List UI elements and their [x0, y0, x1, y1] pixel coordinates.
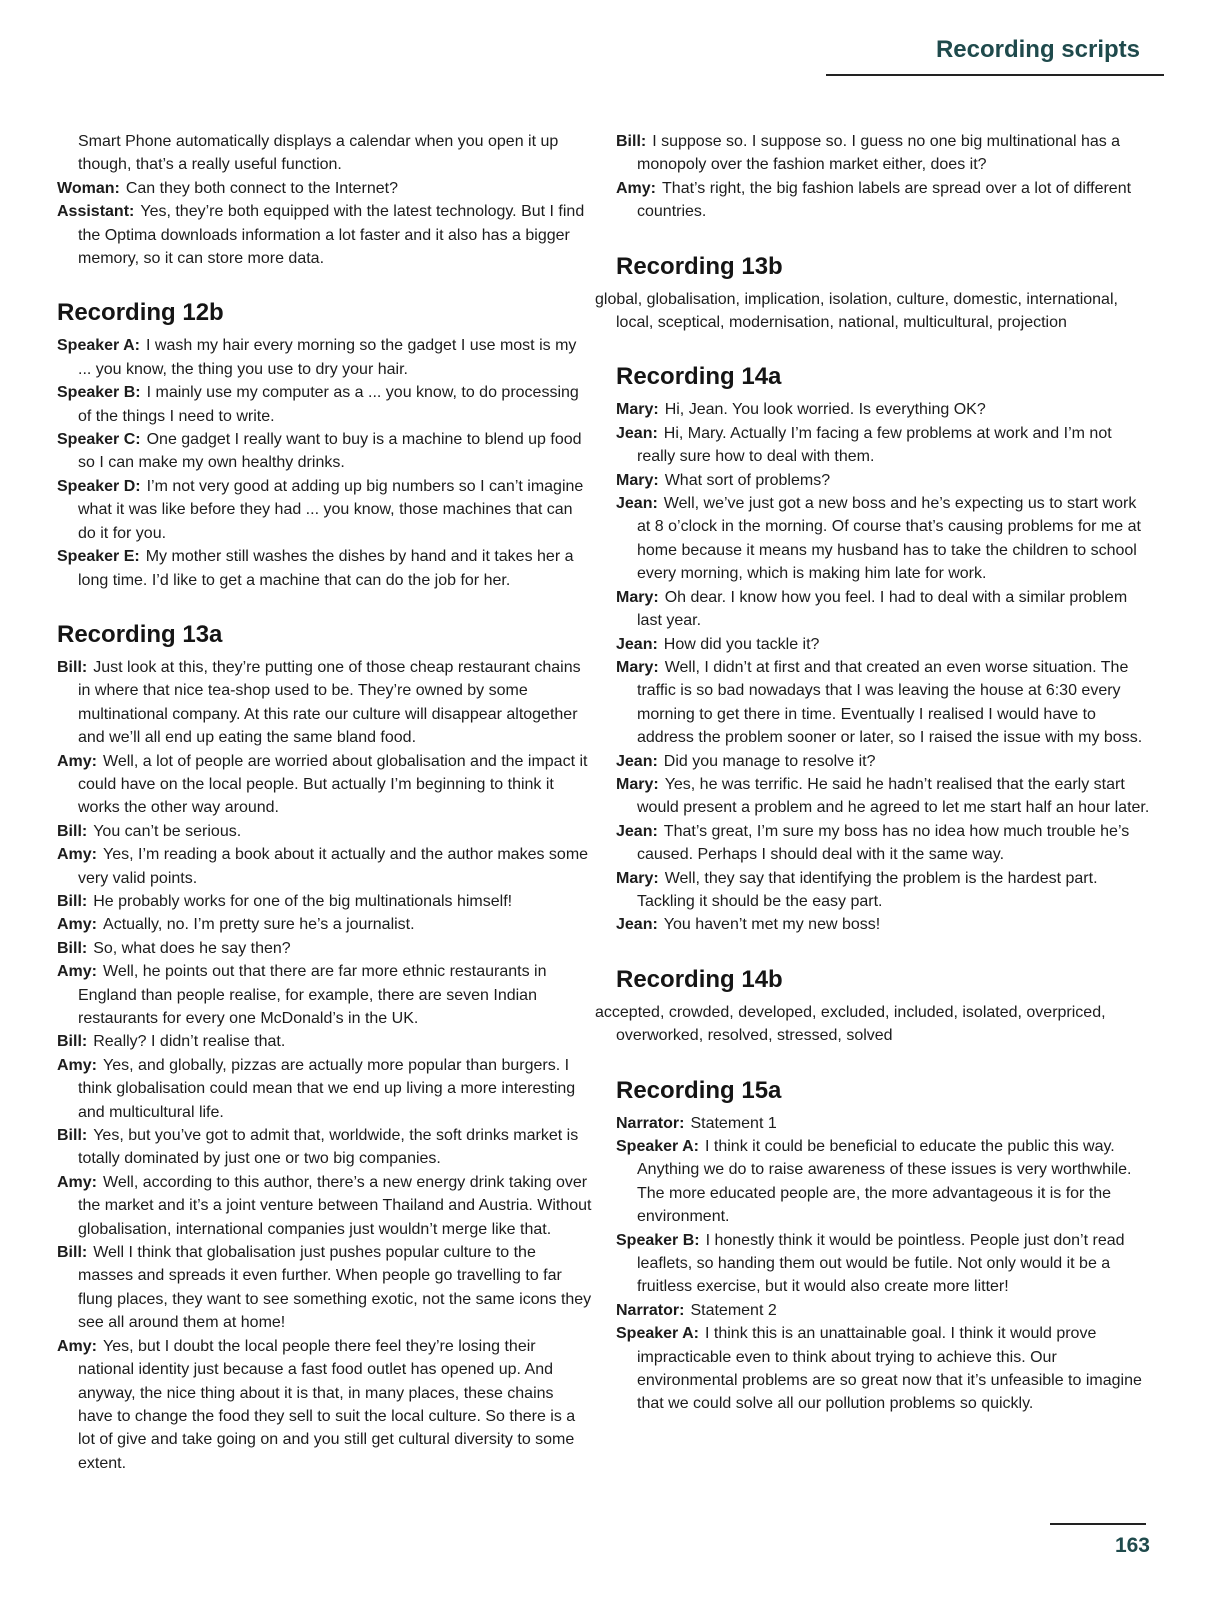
speaker-label: Bill: [57, 939, 88, 957]
dialogue-line [616, 773, 1151, 820]
header-rule [826, 74, 1164, 76]
speaker-label: Amy: [57, 752, 98, 770]
line-text: He probably works for one of the big multinationals himself! [93, 892, 513, 910]
section-heading: Recording 14b [616, 965, 783, 993]
line-text: global, globalisation, implication, isolation, culture, domestic, international, local, sceptical, modernisation, national, multicultural, projection [595, 290, 1118, 332]
speaker-label: Jean: [616, 635, 658, 653]
dialogue-line [616, 398, 1151, 421]
dialogue-line [57, 1030, 592, 1053]
text-paragraph [595, 288, 1151, 335]
speaker-label: Bill: [57, 822, 88, 840]
line-text: You haven’t met my new boss! [663, 916, 881, 934]
dialogue-line [57, 750, 592, 820]
line-text: Just look at this, they’re putting one of those cheap restaurant chains in where that nice tea-shop used to be. They’re owned by some multinational company. At this rate our culture will disappear altogether and we’ll all end up eating the same bland food. [78, 658, 581, 747]
speaker-label: Woman: [57, 179, 120, 197]
line-text: Well, according to this author, there’s a new energy drink taking over the market and it’s a joint venture between Thailand and Austria. Without globalisation, international companies just wouldn’t merge like that. [78, 1173, 592, 1238]
dialogue-line [57, 545, 592, 592]
dialogue-line [616, 750, 1151, 773]
line-text: Yes, they’re both equipped with the latest technology. But I find the Optima downloads information a lot faster and it also has a bigger memory, so it can store more data. [78, 203, 585, 268]
speaker-label: Jean: [616, 822, 658, 840]
line-text: I think it could be beneficial to educate the public this way. Anything we do to raise awareness of these issues is very worthwhile. The more educated people are, the more advantageous it is for the environment. [637, 1138, 1132, 1226]
dialogue-line [57, 937, 592, 960]
speaker-label: Mary: [616, 658, 659, 676]
dialogue-line [57, 960, 592, 1030]
line-text: Yes, but I doubt the local people there feel they’re losing their national identity just because a fast food outlet has opened up. And anyway, the nice thing about it is that, in many places, these chains have to change the food they sell to suit the local culture. So there is a lot of give and take going on and you still get cultural diversity to some extent. [78, 1337, 576, 1472]
line-text: I honestly think it would be pointless. People just don’t read leaflets, so handing them out would be futile. Not only would it be a fruitless exercise, but it would also create more litter! [637, 1231, 1125, 1296]
line-text: Yes, but you’ve got to admit that, worldwide, the soft drinks market is totally dominated by just one or two big companies. [78, 1127, 579, 1168]
dialogue-line [616, 492, 1151, 586]
line-text: Smart Phone automatically displays a calendar when you open it up though, that’s a really useful function. [78, 133, 559, 174]
dialogue-line [57, 381, 592, 428]
speaker-label: Assistant: [57, 203, 135, 221]
speaker-label: Mary: [616, 775, 659, 793]
line-text: You can’t be serious. [93, 822, 242, 840]
dialogue-line [616, 469, 1151, 492]
section-heading: Recording 13a [57, 620, 223, 648]
speaker-label: Bill: [57, 892, 88, 910]
line-text: That’s great, I’m sure my boss has no idea how much trouble he’s caused. Perhaps I should deal with it the same way. [637, 822, 1130, 864]
line-text: My mother still washes the dishes by hand and it takes her a long time. I’d like to get a machine that can do the job for her. [78, 548, 574, 589]
speaker-label: Bill: [57, 1033, 88, 1051]
line-text: Statement 1 [690, 1114, 777, 1132]
speaker-label: Speaker C: [57, 431, 141, 449]
speaker-label: Bill: [616, 133, 647, 150]
dialogue-line [57, 1335, 592, 1475]
dialogue-line [57, 820, 592, 843]
line-text: Well I think that globalisation just pushes popular culture to the masses and spreads it even further. When people go travelling to far flung places, they want to see something exotic, not the same icons they see all around them at home! [78, 1244, 592, 1332]
speaker-label: Jean: [616, 752, 658, 770]
dialogue-line [57, 1054, 592, 1124]
line-text: Yes, he was terrific. He said he hadn’t realised that the early start would present a problem and he agreed to let me start half an hour later. [637, 775, 1150, 817]
dialogue-line [57, 334, 592, 381]
left-column [57, 130, 592, 1475]
dialogue-line [57, 475, 592, 545]
line-text: So, what does he say then? [93, 939, 291, 957]
speaker-label: Speaker B: [616, 1231, 700, 1249]
dialogue-line [616, 422, 1151, 469]
speaker-label: Mary: [616, 471, 659, 489]
line-text: What sort of problems? [664, 471, 831, 489]
speaker-label: Amy: [57, 1173, 98, 1191]
speaker-label: Speaker A: [616, 1325, 699, 1343]
line-text: Statement 2 [690, 1301, 777, 1319]
line-text: Can they both connect to the Internet? [125, 179, 398, 197]
dialogue-line [616, 1229, 1151, 1299]
line-text: That’s right, the big fashion labels are spread over a lot of different countries. [637, 179, 1132, 221]
speaker-label: Mary: [616, 588, 659, 606]
dialogue-line [616, 1322, 1151, 1416]
speaker-label: Narrator: [616, 1301, 685, 1319]
line-text: Did you manage to resolve it? [663, 752, 876, 770]
speaker-label: Amy: [57, 846, 98, 864]
section-heading: Recording 15a [616, 1076, 782, 1104]
dialogue-line [57, 1124, 592, 1171]
running-header-title: Recording scripts [935, 36, 1140, 63]
speaker-label: Jean: [616, 424, 658, 442]
speaker-label: Speaker A: [616, 1138, 699, 1155]
dialogue-line [616, 867, 1151, 914]
speaker-label: Amy: [57, 1056, 98, 1074]
line-text: Well, I didn’t at first and that created an even worse situation. The traffic is so bad nowadays that I was leaving the house at 6:30 every morning to get there in time. Eventually I realised I would have to address the problem sooner or later, so I raised the issue with my boss. [637, 658, 1143, 747]
dialogue-line [57, 200, 592, 270]
right-column [595, 130, 1151, 1416]
speaker-label: Jean: [616, 495, 658, 513]
section-heading: Recording 12b [57, 299, 224, 327]
dialogue-line [57, 843, 592, 890]
dialogue-line [57, 428, 592, 475]
section-heading: Recording 13b [616, 252, 783, 280]
speaker-label: Mary: [616, 869, 659, 887]
speaker-label: Amy: [57, 1337, 98, 1355]
text-paragraph [595, 1001, 1151, 1048]
line-text: Really? I didn’t realise that. [93, 1033, 286, 1051]
line-text: Oh dear. I know how you feel. I had to deal with a similar problem last year. [637, 588, 1128, 630]
line-text: Hi, Jean. You look worried. Is everything OK? [664, 401, 986, 419]
line-text: One gadget I really want to buy is a machine to blend up food so I can make my own healthy drinks. [78, 431, 582, 472]
line-text: Well, they say that identifying the problem is the hardest part. Tackling it should be the easy part. [637, 869, 1098, 910]
dialogue-line [57, 177, 592, 200]
line-text: I’m not very good at adding up big numbers so I can’t imagine what it was like before they had ... you know, those machines that can do it for you. [78, 477, 584, 542]
dialogue-line [616, 1112, 1151, 1135]
line-text: I think this is an unattainable goal. I think it would prove impracticable even to think about trying to achieve this. Our environmental problems are so great now that it’s unfeasible to imagine that we could solve all our pollution problems so quickly. [637, 1325, 1142, 1413]
dialogue-line [57, 656, 592, 750]
speaker-label: Narrator: [616, 1114, 685, 1132]
speaker-label: Mary: [616, 401, 659, 419]
line-text: Well, a lot of people are worried about globalisation and the impact it could have on the local people. But actually I’m beginning to think it works the other way around. [78, 752, 588, 817]
dialogue-line [57, 913, 592, 936]
dialogue-line [57, 890, 592, 913]
dialogue-line [616, 820, 1151, 867]
speaker-label: Speaker B: [57, 384, 141, 402]
line-text: Actually, no. I’m pretty sure he’s a journalist. [103, 916, 415, 934]
speaker-label: Bill: [57, 1127, 88, 1145]
dialogue-line [616, 913, 1151, 936]
dialogue-line [616, 586, 1151, 633]
speaker-label: Jean: [616, 916, 658, 934]
line-text: Yes, and globally, pizzas are actually more popular than burgers. I think globalisation could mean that we end up living a more interesting and multicultural life. [78, 1056, 576, 1121]
page-number: 163 [1114, 1534, 1150, 1557]
dialogue-line [616, 130, 1151, 177]
speaker-label: Amy: [57, 963, 98, 981]
line-text: Hi, Mary. Actually I’m facing a few problems at work and I’m not really sure how to deal with them. [637, 424, 1112, 466]
dialogue-line [616, 1299, 1151, 1322]
line-text: accepted, crowded, developed, excluded, included, isolated, overpriced, overworked, resolved, stressed, solved [595, 1003, 1106, 1045]
line-text: I suppose so. I suppose so. I guess no one big multinational has a monopoly over the fashion market either, does it? [637, 133, 1121, 174]
line-text: Yes, I’m reading a book about it actually and the author makes some very valid points. [78, 846, 589, 887]
speaker-label: Bill: [57, 658, 88, 676]
line-text: Well, we’ve just got a new boss and he’s expecting us to start work at 8 o’clock in the morning. Of course that’s causing problems for me at home because it means my husband has to take the children to school every morning, which is making him late for work. [637, 495, 1141, 583]
dialogue-line [57, 1171, 592, 1241]
line-text: I wash my hair every morning so the gadget I use most is my ... you know, the thing you use to dry your hair. [78, 337, 577, 378]
speaker-label: Amy: [616, 179, 657, 197]
dialogue-line [57, 1241, 592, 1335]
line-text: I mainly use my computer as a ... you know, to do processing of the things I need to write. [78, 384, 579, 425]
footer-rule [1050, 1523, 1146, 1525]
speaker-label: Speaker E: [57, 548, 140, 566]
speaker-label: Bill: [57, 1244, 88, 1262]
dialogue-line [616, 1135, 1151, 1229]
line-text: How did you tackle it? [663, 635, 820, 653]
dialogue-line [616, 656, 1151, 750]
section-heading: Recording 14a [616, 363, 782, 391]
speaker-label: Speaker D: [57, 477, 141, 495]
dialogue-line [616, 633, 1151, 656]
line-text: Well, he points out that there are far more ethnic restaurants in England than people realise, for example, there are seven Indian restaurants for every one McDonald’s in the UK. [78, 963, 547, 1027]
speaker-label: Speaker A: [57, 337, 140, 355]
text-paragraph [57, 130, 592, 177]
speaker-label: Amy: [57, 916, 98, 934]
dialogue-line [616, 177, 1151, 224]
